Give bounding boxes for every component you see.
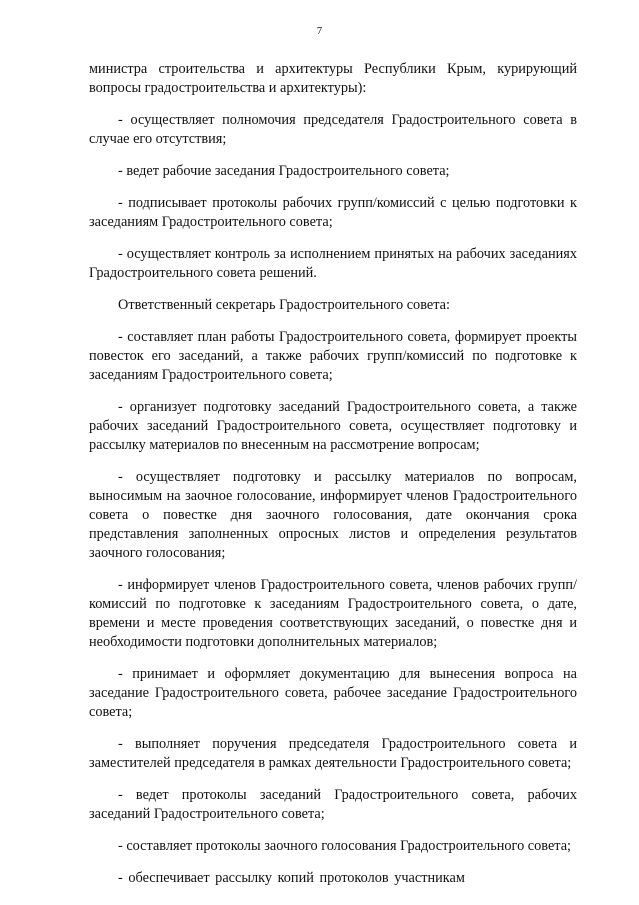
paragraph-deputy-duty-1: - осуществляет полномочия председателя Градостроительного совета в случае его отсутствия;: [89, 112, 577, 147]
paragraph-secretary-heading: Ответственный секретарь Градостроительного совета:: [118, 297, 450, 313]
paragraph-secretary-duty-9: - обеспечивает рассылку копий протоколов участникам: [118, 870, 465, 886]
paragraph-deputy-duty-2: - ведет рабочие заседания Градостроительного совета;: [118, 163, 450, 179]
paragraph-deputy-duty-3: - подписывает протоколы рабочих групп/комиссий с целью подготовки к заседаниям Градостроительного совета;: [89, 195, 577, 230]
document-body: [89, 60, 577, 901]
paragraph-secretary-duty-2: - организует подготовку заседаний Градостроительного совета, а также рабочих заседаний Градостроительного совета, осуществляет подготовку и рассылку материалов по внесенным на рассмотрение вопросам;: [89, 399, 577, 453]
paragraph-deputy-duty-4: - осуществляет контроль за исполнением принятых на рабочих заседаниях Градостроительного совета решений.: [89, 246, 577, 281]
paragraph-secretary-duty-6: - выполняет поручения председателя Градостроительного совета и заместителей председателя в рамках деятельности Градостроительного совета;: [89, 736, 577, 771]
paragraph-intro-continuation: министра строительства и архитектуры Республики Крым, курирующий вопросы градостроительства и архитектуры):: [89, 61, 577, 96]
paragraph-secretary-duty-8: - составляет протоколы заочного голосования Градостроительного совета;: [118, 838, 572, 854]
paragraph-secretary-duty-3: - осуществляет подготовку и рассылку материалов по вопросам, выносимым на заочное голосование, информирует членов Градостроительного совета о повестке дня заочного голосования, дате окончания срока представления заполненных опросных листов и определения результатов заочного голосования;: [89, 469, 577, 561]
paragraph-secretary-duty-1: - составляет план работы Градостроительного совета, формирует проекты повесток его заседаний, а также рабочих групп/комиссий по подготовке к заседаниям Градостроительного совета;: [89, 329, 577, 383]
page-number: 7: [316, 26, 323, 37]
paragraph-secretary-duty-7: - ведет протоколы заседаний Градостроительного совета, рабочих заседаний Градостроительного совета;: [89, 787, 577, 822]
paragraph-secretary-duty-5: - принимает и оформляет документацию для вынесения вопроса на заседание Градостроительного совета, рабочее заседание Градостроительного совета;: [89, 666, 577, 720]
paragraph-secretary-duty-4: - информирует членов Градостроительного совета, членов рабочих групп/комиссий по подготовке к заседаниям Градостроительного совета, о дате, времени и месте проведения соответствующих заседаний, о повестке дня и необходимости подготовки дополнительных материалов;: [89, 577, 577, 650]
